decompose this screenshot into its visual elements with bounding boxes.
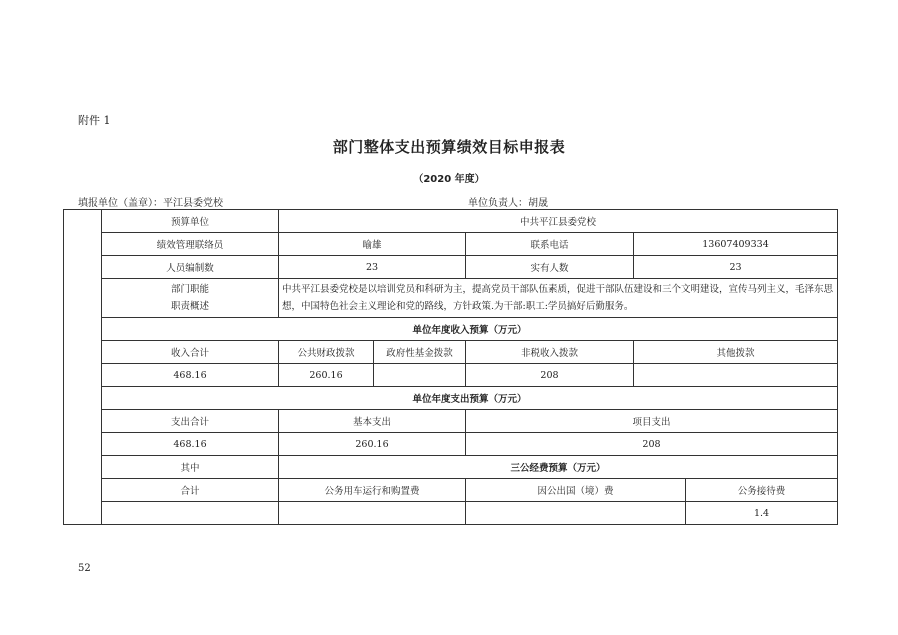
three-public-value-reception: 1.4 xyxy=(686,502,838,525)
three-public-header-reception: 公务接待费 xyxy=(686,479,838,502)
table-row xyxy=(64,456,838,479)
page-title: 部门整体支出预算绩效目标申报表 xyxy=(332,138,566,156)
actual-staff-label: 实有人数 xyxy=(466,256,634,279)
expense-header-basic: 基本支出 xyxy=(279,410,466,433)
expense-value-basic: 260.16 xyxy=(279,433,466,456)
income-header-public-finance: 公共财政拨款 xyxy=(279,341,374,364)
income-header-non-tax: 非税收入拨款 xyxy=(466,341,634,364)
table-row xyxy=(64,364,838,387)
three-public-value-vehicle xyxy=(279,502,466,525)
income-value-total: 468.16 xyxy=(102,364,279,387)
three-public-title: 三公经费预算（万元） xyxy=(279,456,838,479)
table-row xyxy=(64,233,838,256)
expense-section-title: 单位年度支出预算（万元） xyxy=(102,387,838,410)
budget-table xyxy=(63,209,838,525)
income-header-gov-fund: 政府性基金拨款 xyxy=(374,341,466,364)
page-number: 52 xyxy=(78,563,91,574)
three-public-value-abroad xyxy=(466,502,686,525)
table-row xyxy=(64,387,838,410)
expense-header-project: 项目支出 xyxy=(466,410,838,433)
contact-person-label: 绩效管理联络员 xyxy=(102,233,279,256)
expense-value-total: 468.16 xyxy=(102,433,279,456)
three-public-value-total xyxy=(102,502,279,525)
budget-unit-label: 预算单位 xyxy=(102,210,279,233)
three-public-header-abroad: 因公出国（境）费 xyxy=(466,479,686,502)
income-value-public-finance: 260.16 xyxy=(279,364,374,387)
unit-leader: 单位负责人：胡晟 xyxy=(468,198,548,209)
contact-person-value: 喻雄 xyxy=(279,233,466,256)
income-value-non-tax: 208 xyxy=(466,364,634,387)
table-row xyxy=(64,256,838,279)
income-section-title: 单位年度收入预算（万元） xyxy=(102,318,838,341)
staff-quota-value: 23 xyxy=(279,256,466,279)
income-header-total: 收入合计 xyxy=(102,341,279,364)
expense-value-project: 208 xyxy=(466,433,838,456)
table-row xyxy=(64,318,838,341)
duty-label-line1: 部门职能 xyxy=(170,284,209,295)
budget-unit-value: 中共平江县委党校 xyxy=(279,210,838,233)
table-row xyxy=(64,479,838,502)
year-label: （2020 年度） xyxy=(413,174,485,185)
expense-header-total: 支出合计 xyxy=(102,410,279,433)
attachment-label: 附件 1 xyxy=(78,114,111,127)
staff-quota-label: 人员编制数 xyxy=(102,256,279,279)
contact-phone-label: 联系电话 xyxy=(466,233,634,256)
filler-unit: 填报单位（盖章）：平江县委党校 xyxy=(78,198,223,209)
table-row xyxy=(64,410,838,433)
duty-text: 中共平江县委党校是以培训党员和科研为主，提高党员干部队伍素质，促进干部队伍建设和三个文明建设，宣传马列主义，毛泽东思想，中国特色社会主义理论和党的路线，方针政策.为干部:职工:学员搞好后勤服务。 xyxy=(279,279,838,318)
left-blank-cell xyxy=(64,210,102,525)
duty-label-line2: 职责概述 xyxy=(170,301,209,312)
table-row xyxy=(64,433,838,456)
actual-staff-value: 23 xyxy=(634,256,838,279)
table-row xyxy=(64,210,838,233)
three-public-header-total: 合计 xyxy=(102,479,279,502)
table-row xyxy=(64,502,838,525)
duty-label xyxy=(102,279,279,318)
income-value-other xyxy=(634,364,838,387)
contact-phone-value: 13607409334 xyxy=(634,233,838,256)
three-public-header-vehicle: 公务用车运行和购置费 xyxy=(279,479,466,502)
income-header-other: 其他拨款 xyxy=(634,341,838,364)
table-row xyxy=(64,279,838,318)
income-value-gov-fund xyxy=(374,364,466,387)
table-row xyxy=(64,341,838,364)
among-label: 其中 xyxy=(102,456,279,479)
